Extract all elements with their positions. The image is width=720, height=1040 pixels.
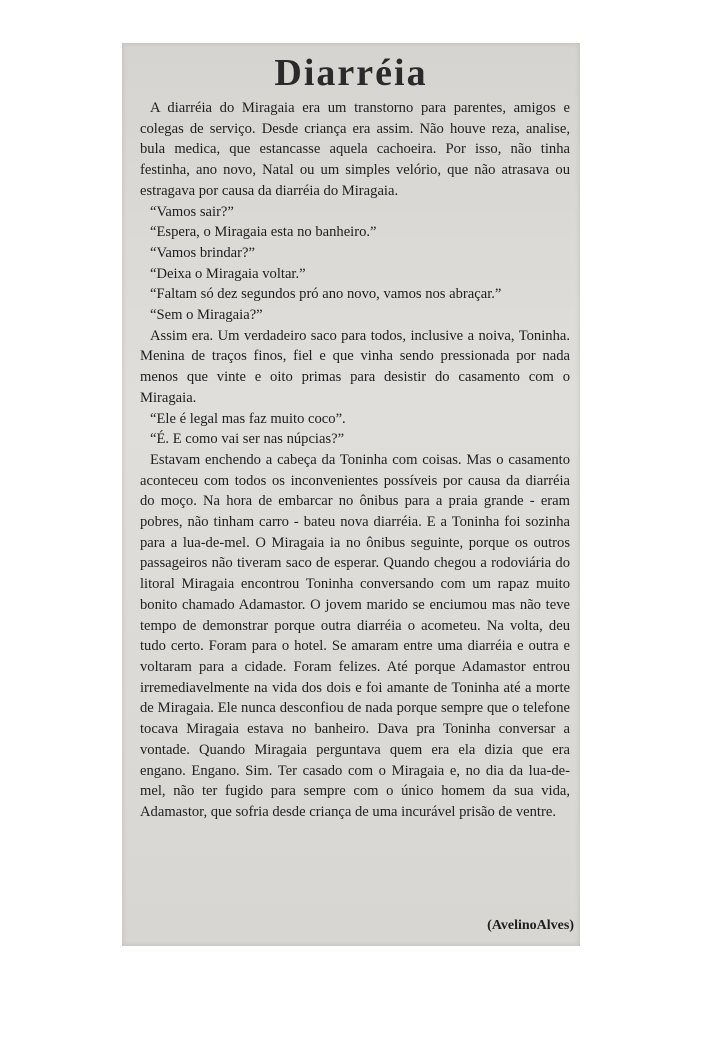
dialogue-line: “É. E como vai ser nas núpcias?” [150,431,345,448]
dialogue-line: “Ele é legal mas faz muito coco”. [150,410,346,427]
paragraph-intro: A diarréia do Miragaia era um transtorno para parentes, amigos e colegas de serviço. Desde criança era assim. Não houve reza, analise, bula medica, que estancasse aquela cachoeira. Por isso, não tinha festinha, ano novo, Natal ou um simples velório, que não atrasava ou estragava por causa da diarréia do Miragaia. [140,100,570,199]
dialogue-line: “Sem o Miragaia?” [150,307,263,324]
author-signature: (AvelinoAlves) [487,918,574,933]
article-title: Diarréia [274,52,428,94]
dialogue-line: “Faltam só dez segundos pró ano novo, vamos nos abraçar.” [150,286,502,303]
paragraph-fiancee: Assim era. Um verdadeiro saco para todos, inclusive a noiva, Toninha. Menina de traços finos, fiel e que vinha sendo pressionada por nada menos que vinte e oito primas para desistir do casamento com o Miragaia. [140,327,570,406]
dialogue-line: “Vamos sair?” [150,203,234,220]
dialogue-line: “Deixa o Miragaia voltar.” [150,265,306,282]
newspaper-clipping [122,43,580,946]
paragraph-wedding: Estavam enchendo a cabeça da Toninha com coisas. Mas o casamento aconteceu com todos os inconvenientes possíveis por causa da diarréia do moço. Na hora de embarcar no ônibus para a praia grande - eram pobres, não tinham carro - bateu nova diarréia. E a Toninha foi sozinha para a lua-de-mel. O Miragaia ia no ônibus seguinte, porque os outros passageiros não tiveram saco de esperar. Quando chegou a rodoviária do litoral Miragaia encontrou Toninha conversando com um rapaz muito bonito chamado Adamastor. O jovem marido se enciumou mas não teve tempo de demonstrar porque outra diarréia o acometeu. Na volta, deu tudo certo. Foram para o hotel. Se amaram entre uma diarréia e outra e voltaram para a cidade. Foram felizes. Até porque Adamastor entrou irremediavelmente na vida dos dois e foi amante de Toninha até a morte de Miragaia. Ele nunca desconfiou de nada porque sempre que o telefone tocava Miragaia estava no banheiro. Dava pra Toninha conversar a vontade. Quando Miragaia perguntava quem era ela dizia que era engano. Engano. Sim. Ter casado com o Miragaia e, no dia da lua-de-mel, não ter fugido para sempre com o único homem da sua vida, Adamastor, que sofria desde criança de uma incurável prisão de ventre. [140,451,570,820]
article-body [140,98,570,823]
dialogue-line: “Vamos brindar?” [150,244,255,261]
dialogue-line: “Espera, o Miragaia esta no banheiro.” [150,224,377,241]
